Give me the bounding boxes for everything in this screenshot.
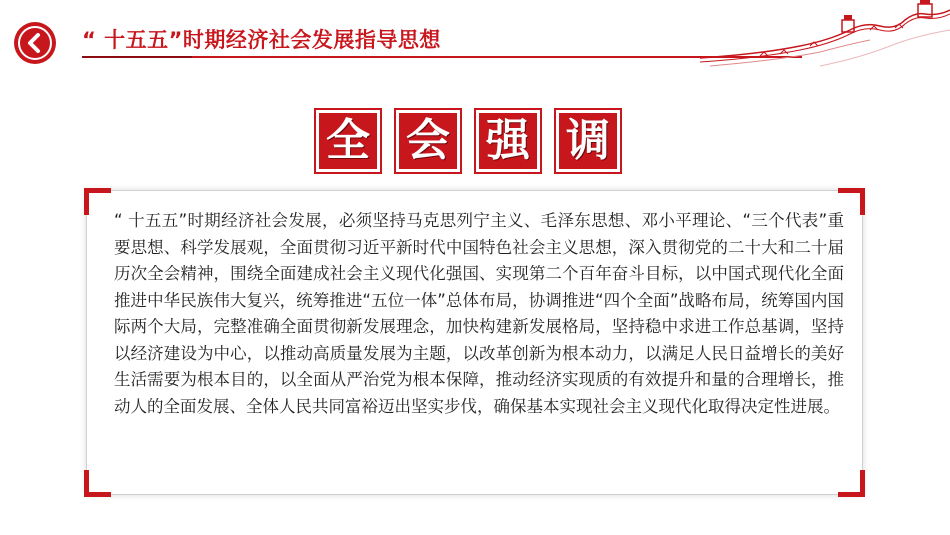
title-tile	[554, 108, 622, 174]
back-button[interactable]	[14, 22, 56, 64]
title-tile-char: 会	[399, 113, 457, 169]
title-tile	[314, 108, 382, 174]
text-frame	[86, 190, 863, 495]
title-tile-char: 调	[559, 113, 617, 169]
title-tile	[394, 108, 462, 174]
body-paragraph: “ 十五五”时期经济社会发展，必须坚持马克思列宁主义、毛泽东思想、邓小平理论、“三个代表”重要思想、科学发展观，全面贯彻习近平新时代中国特色社会主义思想，深入贯彻党的二十大和二十届历次全会精神，围绕全面建成社会主义现代化强国、实现第二个百年奋斗目标，以中国式现代化全面推进中华民族伟大复兴，统筹推进“五位一体”总体布局，协调推进“四个全面”战略布局，统筹国内国际两个大局，完整准确全面贯彻新发展理念，加快构建新发展格局，坚持稳中求进工作总基调，坚持以经济建设为中心，以推动高质量发展为主题，以改革创新为根本动力，以满足人民日益增长的美好生活需要为根本目的，以全面从严治党为根本保障，推动经济实现质的有效提升和量的合理增长，推动人的全面发展、全体人民共同富裕迈出坚实步伐，确保基本实现社会主义现代化取得决定性进展。	[114, 211, 844, 416]
title-tile	[474, 108, 542, 174]
frame-corner-top-left	[84, 188, 111, 215]
title-tiles	[314, 108, 622, 178]
header-underline-accent	[82, 56, 192, 58]
title-tile-char: 全	[319, 113, 377, 169]
frame-corner-bottom-left	[84, 470, 111, 497]
great-wall-icon	[700, 0, 950, 70]
chevron-left-icon	[25, 33, 45, 53]
frame-corner-bottom-right	[838, 470, 865, 497]
page-title: “ 十五五”时期经济社会发展指导思想	[82, 28, 441, 52]
title-tile-char: 强	[479, 113, 537, 169]
